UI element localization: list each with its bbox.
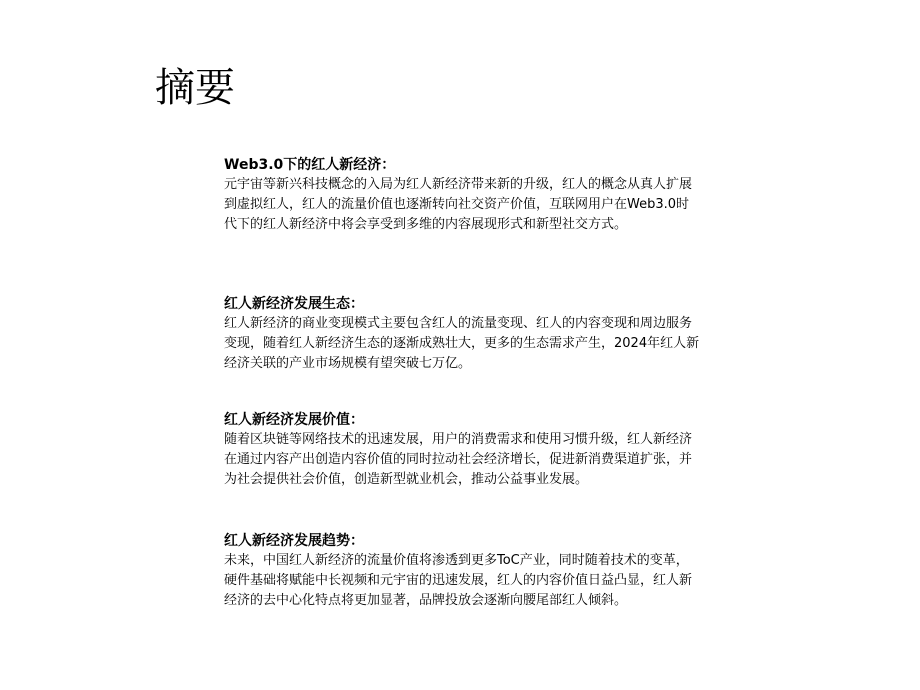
- section-body: 红人新经济的商业变现模式主要包含红人的流量变现、红人的内容变现和周边服务 变现，随着红人新经济生态的逐渐成熟壮大，更多的生态需求产生，2024年红人新 经济关联的产业市场规模有望突破七万亿。: [224, 316, 700, 371]
- section-value: [224, 410, 784, 490]
- section-body: 随着区块链等网络技术的迅速发展，用户的消费需求和使用习惯升级，红人新经济 在通过内容产出创造内容价值的同时拉动社会经济增长，促进新消费渠道扩张，并 为社会提供社会价值，创造新型就业机会，推动公益事业发展。: [224, 432, 693, 487]
- page-title: 摘要: [155, 65, 235, 111]
- section-trends: [224, 531, 784, 611]
- section-body: 未来，中国红人新经济的流量价值将渗透到更多ToC产业，同时随着技术的变革， 硬件基础将赋能中长视频和元宇宙的迅速发展，红人的内容价值日益凸显，红人新 经济的去中心化特点将更加显著，品牌投放会逐渐向腰尾部红人倾斜。: [224, 553, 693, 608]
- section-web3-economy: [224, 155, 784, 235]
- section-heading: 红人新经济发展价值：: [224, 412, 364, 428]
- section-ecosystem: [224, 294, 784, 374]
- section-body: 元宇宙等新兴科技概念的入局为红人新经济带来新的升级，红人的概念从真人扩展 到虚拟红人，红人的流量价值也逐渐转向社交资产价值，互联网用户在Web3.0时 代下的红人新经济中将会享受到多维的内容展现形式和新型社交方式。: [224, 177, 693, 232]
- section-heading: Web3.0下的红人新经济：: [224, 157, 396, 173]
- section-heading: 红人新经济发展生态：: [224, 296, 364, 312]
- section-heading: 红人新经济发展趋势：: [224, 533, 364, 549]
